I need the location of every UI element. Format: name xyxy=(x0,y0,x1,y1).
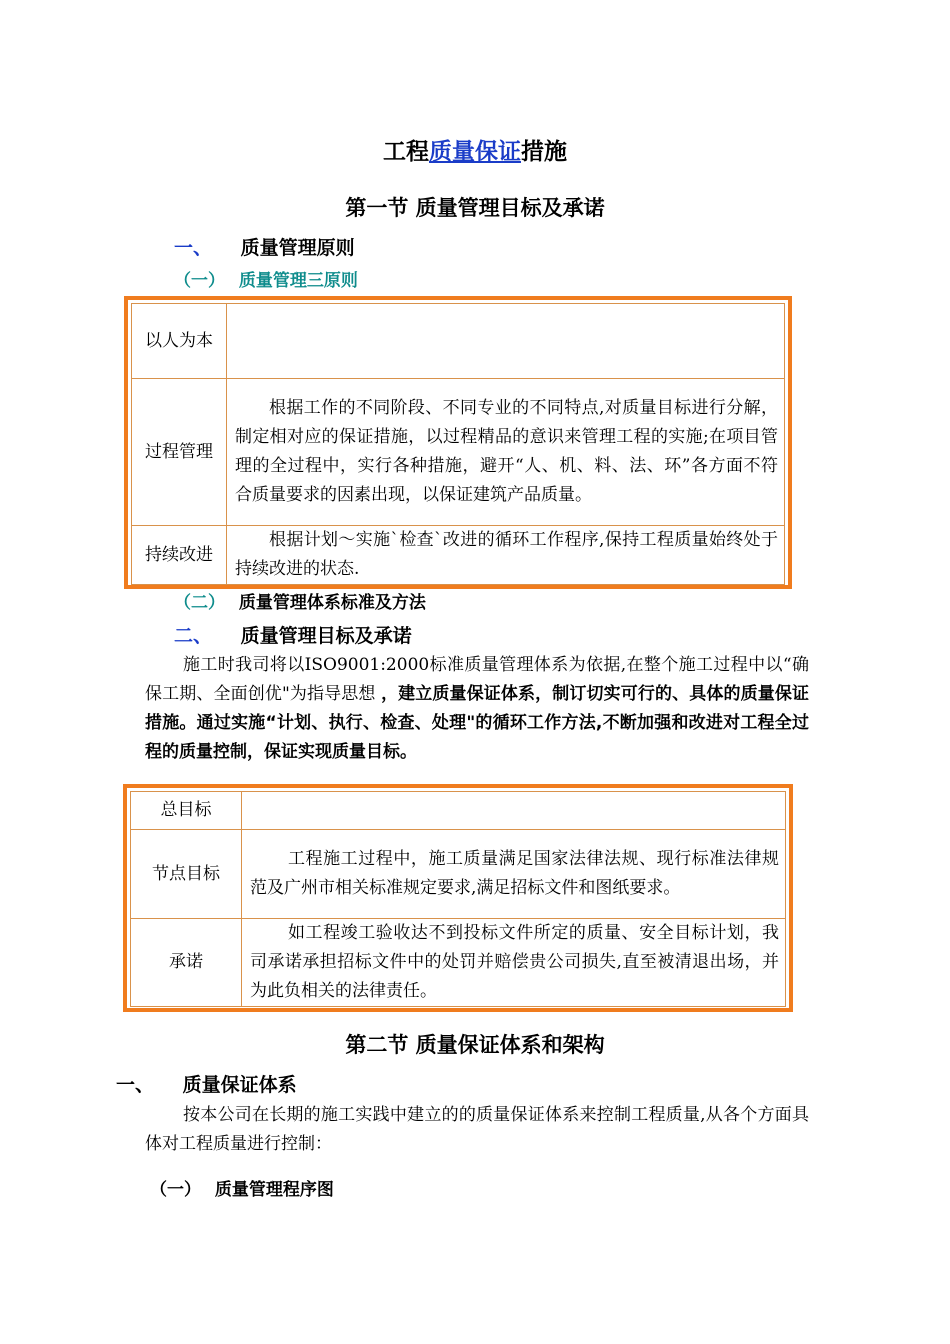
principles-table xyxy=(131,303,785,585)
page-title xyxy=(0,133,950,166)
s2-sub-one-number: （一） xyxy=(150,1180,201,1200)
s2-sub-one-text: 质量管理程序图 xyxy=(214,1180,334,1200)
section1-heading: 第一节 质量管理目标及承诺 xyxy=(345,196,605,220)
table-row xyxy=(132,304,785,379)
table-content: 根据工作的不同阶段、不同专业的不同特点,对质量目标进行分解，制定相对应的保证措施，以过程精品的意识来管理工程的实施;在项目管理的全过程中，实行各种措施，避开“人、机、料、法、环”各方面不符合质量要求的因素出现，以保证建筑产品质量。 xyxy=(227,379,785,526)
section2-heading-one xyxy=(116,1070,297,1097)
section1-sub-two xyxy=(174,588,426,613)
sub-one-text: 质量管理三原则 xyxy=(238,271,358,291)
heading-two-text: 质量管理目标及承诺 xyxy=(240,625,412,647)
heading-one-number: 一、 xyxy=(174,237,213,259)
section1-sub-one xyxy=(174,266,358,291)
table-label: 过程管理 xyxy=(132,379,227,526)
section2-sub-one xyxy=(150,1175,334,1200)
quality-paragraph xyxy=(145,651,809,767)
principles-table-frame xyxy=(124,296,792,589)
heading-one-text: 质量管理原则 xyxy=(240,237,355,259)
section1-heading-one xyxy=(174,233,355,260)
paragraph-bold: ，建立质量保证体系，制订切实可行的、具体的质量保证措施。通过实施“计划、执行、检查、处理"的循环工作方法,不断加强和改进对工程全过程的质量控制，保证实现质量目标。 xyxy=(145,684,809,762)
sub-two-text: 质量管理体系标准及方法 xyxy=(238,593,426,613)
title-suffix: 措施 xyxy=(521,139,567,165)
table-label: 节点目标 xyxy=(131,830,242,919)
sub-one-number: （一） xyxy=(174,271,225,291)
title-link[interactable]: 质量保证 xyxy=(429,139,521,165)
table-content xyxy=(242,792,786,830)
section1-heading-two xyxy=(174,621,412,648)
targets-table xyxy=(130,791,786,1007)
table-label: 以人为本 xyxy=(132,304,227,379)
heading-two-number: 二、 xyxy=(174,625,213,647)
s2-heading-one-number: 一、 xyxy=(116,1074,155,1096)
table-label: 总目标 xyxy=(131,792,242,830)
table-row xyxy=(132,526,785,585)
table-row xyxy=(132,379,785,526)
sub-two-number: （二） xyxy=(174,593,225,613)
section2-heading: 第二节 质量保证体系和架构 xyxy=(345,1033,605,1057)
table-content: 如工程竣工验收达不到投标文件所定的质量、安全目标计划，我司承诺承担招标文件中的处罚并赔偿贵公司损失,直至被清退出场，并为此负相关的法律责任。 xyxy=(242,919,786,1007)
table-label: 持续改进 xyxy=(132,526,227,585)
table-row xyxy=(131,792,786,830)
table-row xyxy=(131,919,786,1007)
table-content xyxy=(227,304,785,379)
table-content: 工程施工过程中，施工质量满足国家法律法规、现行标准法律规范及广州市相关标准规定要求,满足招标文件和图纸要求。 xyxy=(242,830,786,919)
table-row xyxy=(131,830,786,919)
system-paragraph: 按本公司在长期的施工实践中建立的的质量保证体系来控制工程质量,从各个方面具体对工程质量进行控制： xyxy=(145,1105,809,1154)
s2-heading-one-text: 质量保证体系 xyxy=(182,1074,297,1096)
targets-table-frame xyxy=(123,784,793,1012)
title-prefix: 工程 xyxy=(383,139,429,165)
table-label: 承诺 xyxy=(131,919,242,1007)
table-content: 根据计划～实施ˋ检查ˋ改进的循环工作程序,保持工程质量始终处于持续改进的状态. xyxy=(227,526,785,585)
paragraph-normal: 施工时我司将以ISO9001:2000标准质量管理体系为依据,在整个施工过程中以“确保工期、全面创优"为指导思想 xyxy=(145,655,809,704)
